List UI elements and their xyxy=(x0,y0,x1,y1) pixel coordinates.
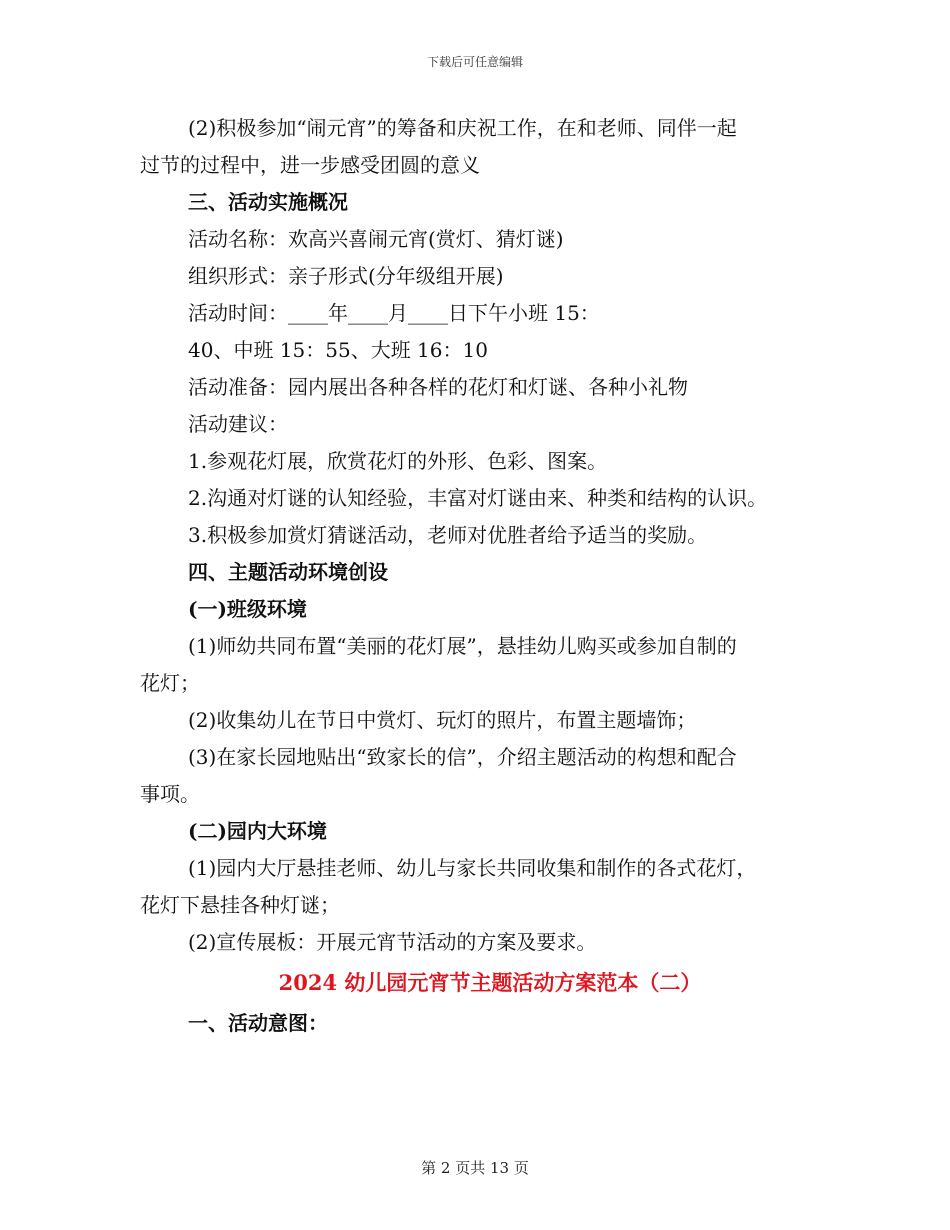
section-heading: 三、活动实施概况 xyxy=(188,190,348,214)
document-body xyxy=(140,110,810,1042)
section-heading: 四、主题活动环境创设 xyxy=(188,560,388,584)
paragraph-line: 活动名称：欢高兴喜闹元宵(赏灯、猜灯谜) xyxy=(188,227,564,251)
paragraph-line: 花灯； xyxy=(140,671,200,695)
paragraph-line: (2)积极参加“闹元宵”的筹备和庆祝工作，在和老师、同伴一起 xyxy=(188,116,737,140)
paragraph-line: (1)园内大厅悬挂老师、幼儿与家长共同收集和制作的各式花灯， xyxy=(188,856,757,880)
paragraph-line: 活动时间：____年____月____日下午小班 15： xyxy=(188,301,600,325)
page-header: 下载后可任意编辑 xyxy=(426,55,523,69)
section-heading: 一、活动意图： xyxy=(188,1011,328,1035)
paragraph-line: (2)宣传展板：开展元宵节活动的方案及要求。 xyxy=(188,930,597,954)
paragraph-line: (2)收集幼儿在节日中赏灯、玩灯的照片，布置主题墙饰； xyxy=(188,708,697,732)
paragraph-line: 事项。 xyxy=(140,782,200,806)
document-title: 2024 幼儿园元宵节主题活动方案范本（二） xyxy=(278,970,702,995)
paragraph-line: 花灯下悬挂各种灯谜； xyxy=(140,893,340,917)
subsection-heading: (二)园内大环境 xyxy=(188,819,327,843)
paragraph-line: 组织形式：亲子形式(分年级组开展) xyxy=(188,264,504,288)
paragraph-line: 过节的过程中，进一步感受团圆的意义 xyxy=(140,153,480,177)
paragraph-line: (1)师幼共同布置“美丽的花灯展”，悬挂幼儿购买或参加自制的 xyxy=(188,634,737,658)
page-footer: 第 2 页共 13 页 xyxy=(421,1159,529,1177)
list-item: 3.积极参加赏灯猜谜活动，老师对优胜者给予适当的奖励。 xyxy=(188,523,708,547)
paragraph-line: 活动建议： xyxy=(188,412,288,436)
list-item: 1.参观花灯展，欣赏花灯的外形、色彩、图案。 xyxy=(188,449,608,473)
subsection-heading: (一)班级环境 xyxy=(188,597,307,621)
list-item: 2.沟通对灯谜的认知经验，丰富对灯谜由来、种类和结构的认识。 xyxy=(188,486,768,510)
paragraph-line: 活动准备：园内展出各种各样的花灯和灯谜、各种小礼物 xyxy=(188,375,688,399)
paragraph-line: 40、中班 15：55、大班 16：10 xyxy=(188,338,488,362)
paragraph-line: (3)在家长园地贴出“致家长的信”，介绍主题活动的构想和配合 xyxy=(188,745,737,769)
